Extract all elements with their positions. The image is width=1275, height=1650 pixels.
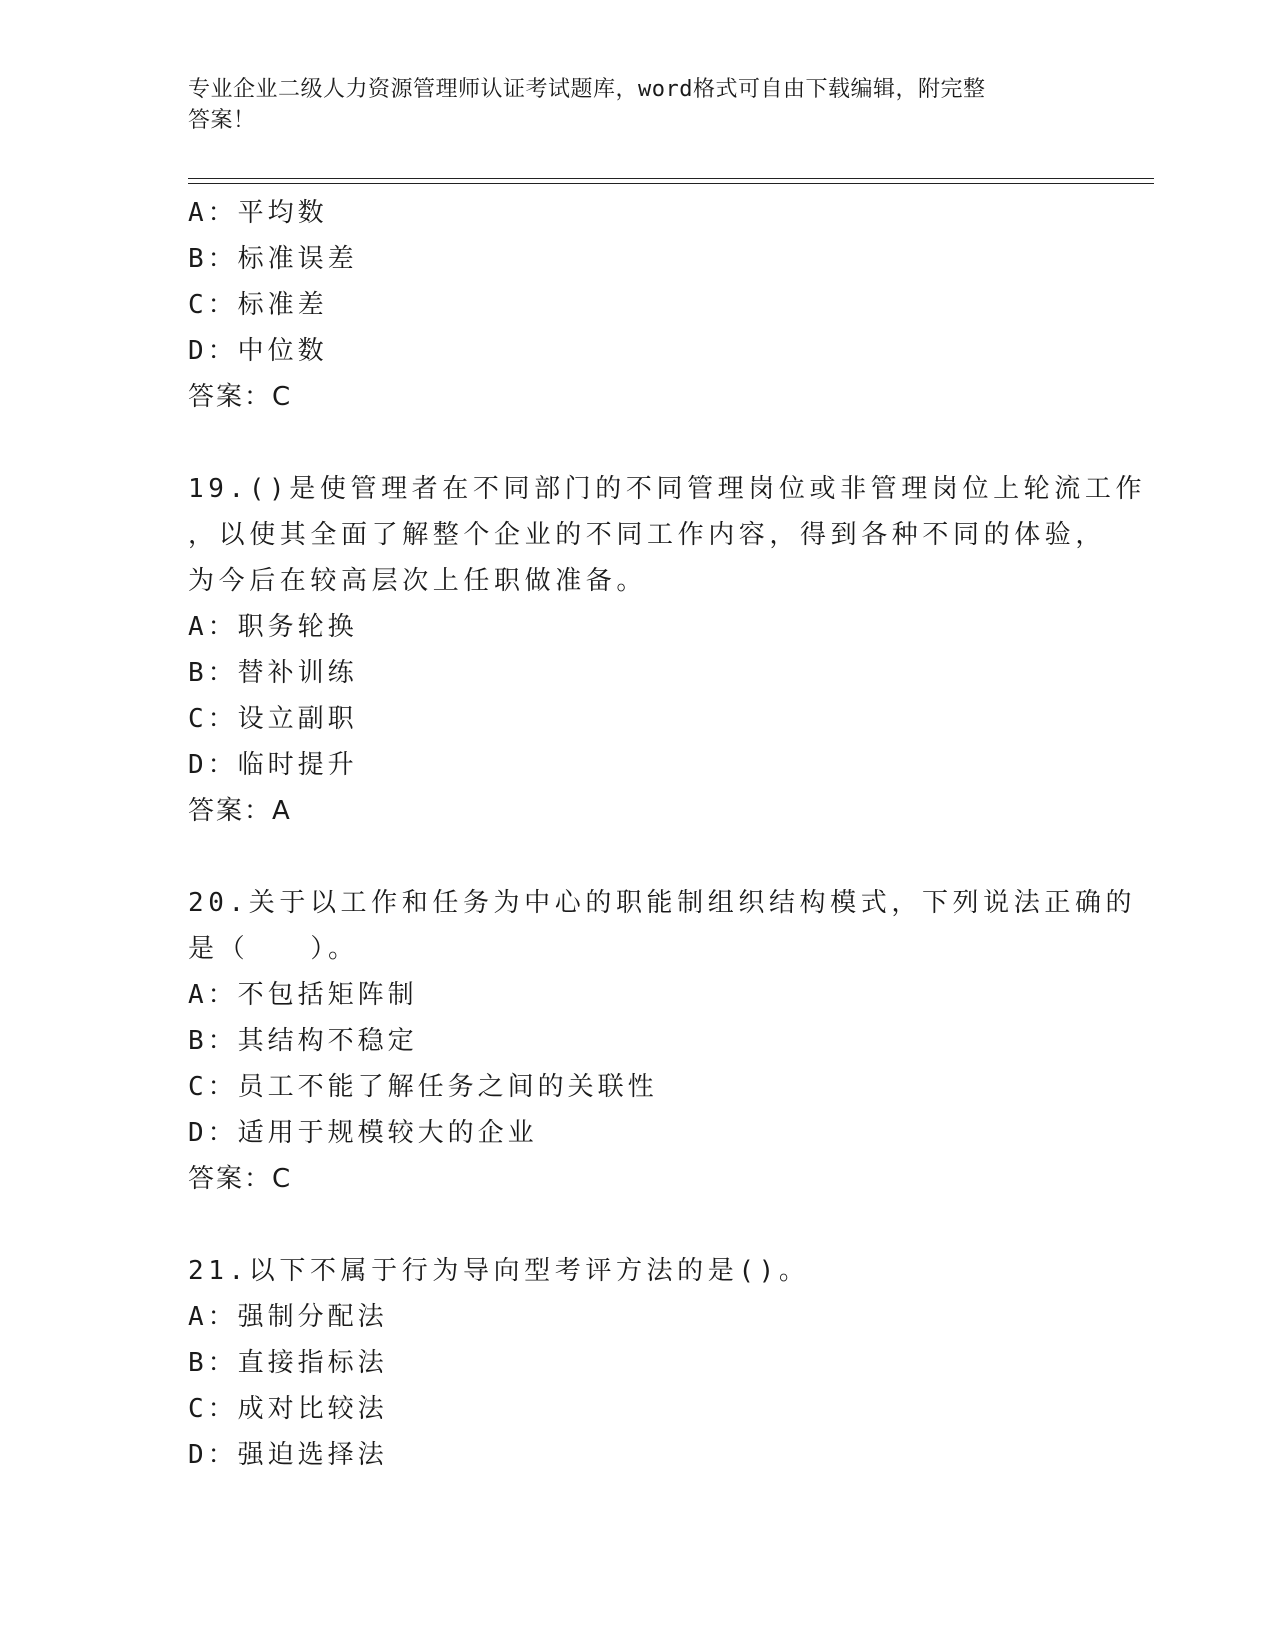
option-a: A：平均数 (188, 198, 328, 228)
option-c: C：设立副职 (188, 704, 358, 734)
header-line-1: 专业企业二级人力资源管理师认证考试题库，word格式可自由下载编辑，附完整 (188, 77, 986, 102)
option-d: D：适用于规模较大的企业 (188, 1118, 538, 1148)
question-text-line: 21.以下不属于行为导向型考评方法的是()。 (188, 1256, 810, 1286)
question-list (188, 190, 1147, 1478)
document-header (188, 74, 1068, 136)
option-d: D：临时提升 (188, 750, 358, 780)
option-c: C：成对比较法 (188, 1394, 388, 1424)
header-divider-bottom (188, 183, 1154, 184)
header-divider-top (188, 178, 1154, 179)
question-block-19 (188, 466, 1147, 834)
header-line-2: 答案！ (188, 108, 256, 133)
option-a: A：强制分配法 (188, 1302, 388, 1332)
option-b: B：替补训练 (188, 658, 358, 688)
answer-line: 答案：C (188, 1164, 293, 1194)
question-text-line: 20.关于以工作和任务为中心的职能制组织结构模式，下列说法正确的 (188, 888, 1137, 918)
option-d: D：强迫选择法 (188, 1440, 388, 1470)
question-block-21 (188, 1248, 1088, 1478)
option-a: A：职务轮换 (188, 612, 358, 642)
answer-line: 答案：C (188, 382, 293, 412)
option-a: A：不包括矩阵制 (188, 980, 418, 1010)
option-b: B：其结构不稳定 (188, 1026, 418, 1056)
question-text-line: 为今后在较高层次上任职做准备。 (188, 566, 648, 596)
question-text-line: ，以使其全面了解整个企业的不同工作内容，得到各种不同的体验， (188, 520, 1107, 550)
question-text-line: 19.()是使管理者在不同部门的不同管理岗位或非管理岗位上轮流工作 (188, 474, 1147, 504)
question-block-18 (188, 190, 1088, 420)
option-b: B：直接指标法 (188, 1348, 388, 1378)
question-block-20 (188, 880, 1137, 1202)
answer-line: 答案：A (188, 796, 292, 826)
question-text-line: 是（ ）。 (188, 934, 359, 964)
option-b: B：标准误差 (188, 244, 358, 274)
option-d: D：中位数 (188, 336, 328, 366)
option-c: C：标准差 (188, 290, 328, 320)
option-c: C：员工不能了解任务之间的关联性 (188, 1072, 658, 1102)
